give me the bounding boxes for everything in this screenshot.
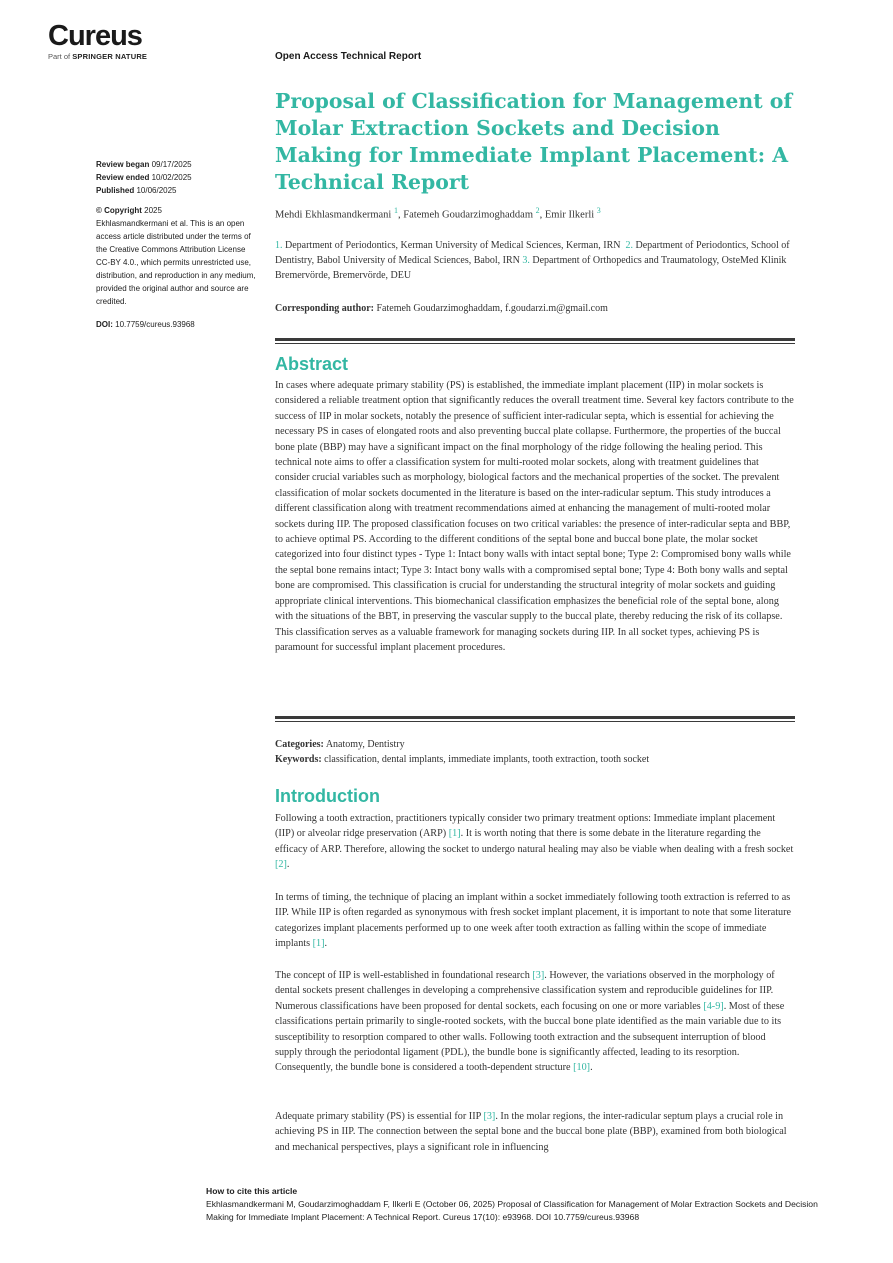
citation-link[interactable]: [1]: [312, 938, 325, 950]
license-text: Ekhlasmandkermani et al. This is an open access article distributed under the terms of the Creative Commons Attribution License CC-BY 4.0., which permits unrestricted use, distribution, and reproduction in any medium, provided the original author and source are credited.: [96, 219, 256, 306]
citation-link[interactable]: [3]: [483, 1111, 496, 1122]
citation-link[interactable]: [3]: [532, 970, 545, 981]
doi-block: DOI: 10.7759/cureus.93968: [96, 320, 195, 329]
abstract-text: In cases where adequate primary stability (PS) is established, the immediate implant placement (IIP) in molar sockets is considered a reliable treatment option that significantly reduces the overall treatment time. Several key factors contribute to the success of IIP in molar sockets, notably the presence of sufficient inter-radicular septa, which is essential for achieving the necessary PS in cases of elongated roots and also preventing buccal plate collapse. Furthermore, the properties of the buccal bone plate (BBP) may have a significant impact on the final morphology of the ridge following the healing period. This technical note aims to offer a classification system for multi-rooted molar sockets, along with treatment guidelines that consider crucial variables such as morphology, biological factors and the mechanical properties of the socket. The prevalent classification of molar sockets documented in the literature is based on the inter-radicular septum. This study introduces a different classification along with treatment recommendations aimed at enhancing the management of multi-rooted molar sockets during IIP. The proposed classification focuses on two critical variables: the presence of inter-radicular septa and BBP, to achieve optimal PS. According to the different conditions of the septal bone and buccal bone plate, the molar socket categorized into four distinct types - Type 1: Intact bony walls with intact septal bone; Type 2: Compromised bony walls while the septal bone remains intact; Type 3: Intact bony walls with a compromised septal bone; Type 4: Both bony walls and septal bone are compromised. This classification is crucial for understanding the structural integrity of molar sockets and guiding appropriate clinical interventions. This biomechanical classification emphasizes the beneficial role of the septal bone, along with the situations of the BBT, in preserving the vascular supply to the buccal plate, thereby reducing the risk of its collapse. This classification serves as a valuable framework for managing sockets during IIP. In all socket types, achieving PS is paramount for successful implant placement procedures.: [275, 380, 794, 653]
doi-link[interactable]: 10.7759/cureus.93968: [115, 320, 195, 329]
author-list: Mehdi Ekhlasmandkermani $^1$, Fatemeh Goudarzimoghaddam $^2$, Emir Ilkerli $^3$: [275, 206, 601, 221]
abstract-heading: Abstract: [275, 354, 349, 374]
copyright-line: © Copyright 2025: [96, 206, 162, 215]
report-type: Open Access Technical Report: [275, 51, 422, 62]
how-to-cite-heading: How to cite this article: [206, 1186, 298, 1196]
citation-text: Ekhlasmandkermani M, Goudarzimoghaddam F, Ilkerli E (October 06, 2025) Proposal of Classification for Management of Molar Extraction Sockets and Decision Making for Immediate Implant Placement: A Technical Report. Cureus 17(10): e93968. DOI 10.7759/cureus.93968: [206, 1199, 818, 1222]
corresponding-author: Corresponding author: Fatemeh Goudarzimoghaddam, f.goudarzi.m@gmail.com: [275, 303, 608, 314]
introduction-heading: Introduction: [275, 786, 380, 806]
citation-link[interactable]: [2]: [275, 859, 287, 871]
publisher-line: Part of SPRINGER NATURE: [48, 52, 148, 61]
author-name[interactable]: Mehdi Ekhlasmandkermani: [275, 209, 392, 221]
citation-link[interactable]: [10]: [573, 1062, 591, 1074]
intro-paragraph-1: Following a tooth extraction, practitioners typically consider two primary treatment options: Immediate implant placement (IIP) or alveolar ridge preservation (ARP) [1]. It is worth noting that there is some debate in the literature regarding the efficacy of ARP. Therefore, allowing the socket to undergo natural healing may also be viable when dealing with a fresh socket [2].: [275, 813, 794, 871]
review-began: Review began 09/17/2025: [96, 160, 192, 169]
cureus-logo[interactable]: [48, 22, 147, 61]
copyright-block: [96, 204, 256, 308]
citation-link[interactable]: [1]: [448, 828, 461, 840]
affiliations: 1. Department of Periodontics, Kerman University of Medical Sciences, Kerman, IRN 2. Department of Periodontics, School of Dentistry, Babol University of Medical Sciences, Babol, IRN 3. Department of Orthopedics and Traumatology, OsteMed Klinik Bremervörde, Bremervörde, DEU: [275, 240, 790, 281]
affiliation: Department of Orthopedics and Traumatology, OsteMed Klinik Bremervörde, Bremervörde, DEU: [275, 255, 787, 281]
review-ended: Review ended 10/02/2025: [96, 173, 192, 182]
logo-wordmark: Cureus: [48, 20, 142, 52]
article-title: Proposal of Classification for Management of Molar Extraction Sockets and Decision Making for Immediate Implant Placement: A Technical Report: [275, 89, 793, 194]
author-name[interactable]: Fatemeh Goudarzimoghaddam: [403, 209, 533, 221]
intro-paragraph-3: The concept of IIP is well-established in foundational research [3]. However, the variations observed in the morphology of dental sockets present challenges in developing a comprehensive classification system and reproducible guidelines for IIP. Numerous classifications have been proposed for dental sockets, each focusing on one or more variables [4-9]. Most of these classifications pertain primarily to single-rooted sockets, with the buccal bone plate identified as the main variable due to its susceptibility to resorption compared to other walls. Following tooth extraction and the subsequent interruption of blood supply through the periodontal ligament (PDL), the bundle bone is significantly affected, leading to its resorption. Consequently, the bundle bone is considered a tooth-dependent structure [10].: [275, 970, 785, 1074]
citation-link[interactable]: [4-9]: [703, 1000, 724, 1012]
published-date: Published 10/06/2025: [96, 186, 177, 195]
review-dates: [96, 158, 256, 197]
categories: Categories: Anatomy, Dentistry: [275, 739, 405, 750]
affiliation: Department of Periodontics, Kerman University of Medical Sciences, Kerman, IRN: [285, 240, 621, 251]
intro-paragraph-4: Adequate primary stability (PS) is essential for IIP [3]. In the molar regions, the inter-radicular septum plays a crucial role in achieving PS in IIP. The connection between the septal bone and the buccal bone plate (BBP), examined from both biological and mechanical perspectives, plays a significant role in influencing: [275, 1111, 787, 1153]
keywords: Keywords: classification, dental implants, immediate implants, tooth extraction, tooth socket: [275, 753, 650, 765]
intro-paragraph-2: In terms of timing, the technique of placing an implant within a socket immediately following tooth extraction is referred to as IIP. While IIP is often regarded as synonymous with fresh socket implant placement, it is important to note that some literature categorizes implant placements performed up to one week after tooth extraction as falling within the scope of immediate implants [1].: [275, 892, 792, 950]
affiliation: Department of Periodontics, School of Dentistry, Babol University of Medical Sciences, Babol, IRN: [275, 240, 790, 266]
publisher-name: SPRINGER NATURE: [72, 52, 148, 61]
author-name[interactable]: Emir Ilkerli: [544, 209, 595, 221]
section-divider: [275, 338, 795, 341]
article-meta: [275, 738, 795, 767]
section-divider: [275, 716, 795, 719]
how-to-cite: [206, 1185, 846, 1224]
